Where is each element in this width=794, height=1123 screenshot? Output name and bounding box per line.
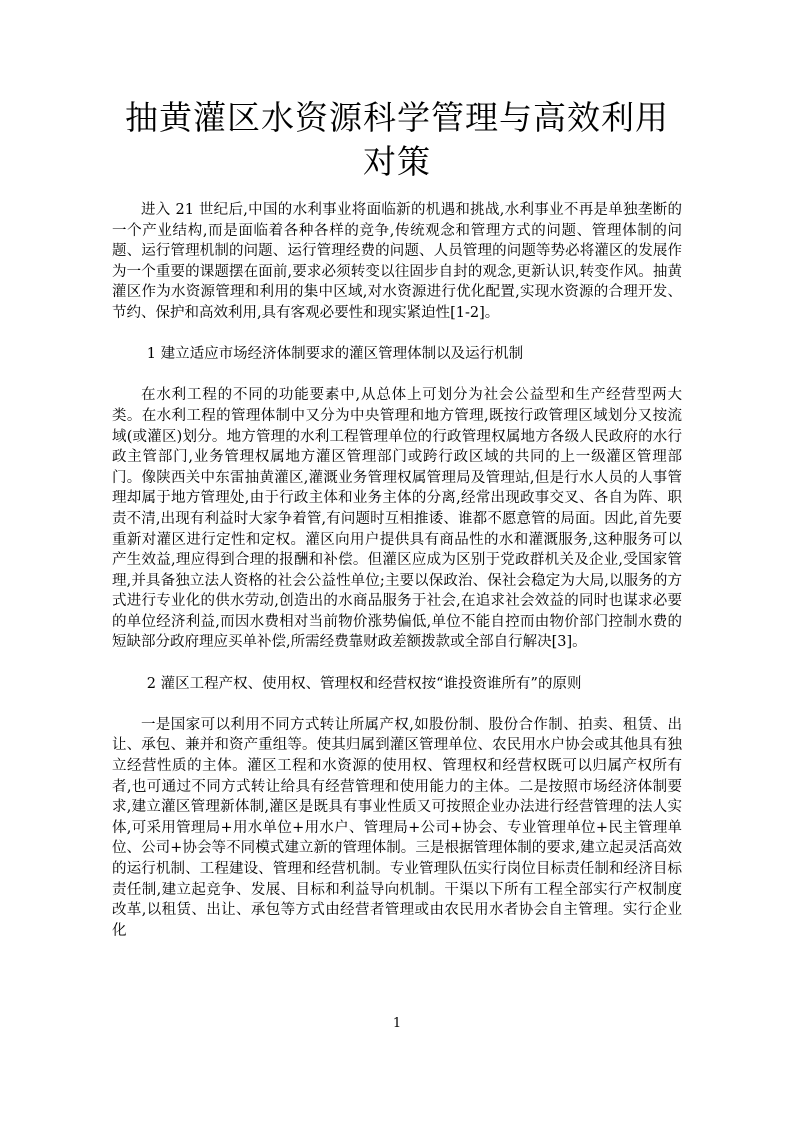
paragraph-spacer — [112, 324, 682, 345]
section-2-text: 一是国家可以利用不同方式转让所属产权,如股份制、股份合作制、拍卖、租赁、出让、承包、兼并和资产重组等。使其归属到灌区管理单位、农民用水户协会或其他具有独立经营性质的主体。灌区工程和水资源的使用权、管理权和经营权既可以归属产权所有者,也可通过不同方式转让给具有经营管理和使用能力的主体。二是按照市场经济体制要求,建立灌区管理新体制,灌区是既具有事业性质又可按照企业办法进行经营管理的法人实体,可采用管理局+用水单位+用水户、管理局+公司+协会、专业管理单位+民主管理单位、公司+协会等不同模式建立新的管理体制。三是根据管理体制的要求,建立起灵活高效的运行机制、工程建设、管理和经营机制。专业管理队伍实行岗位目标责任制和经济目标责任制,建立起竞争、发展、目标和利益导向机制。干渠以下所有工程全部实行产权制度改革,以租赁、出让、承包等方式由经营者管理或由农民用水者协会自主管理。实行企业化 — [112, 716, 682, 939]
document-body — [112, 200, 682, 941]
section-1-text: 在水利工程的不同的功能要素中,从总体上可划分为社会公益型和生产经营型两大类。在水利工程的管理体制中又分为中央管理和地方管理,既按行政管理区域划分又按流域(或灌区)划分。地方管理的水利工程管理单位的行政管理权属地方各级人民政府的水行政主管部门,业务管理权属地方灌区管理部门或跨行政区域的共同的上一级灌区管理部门。像陕西关中东雷抽黄灌区,灌溉业务管理权属管理局及管理站,但是行水人员的人事管理却属于地方管理处,由于行政主体和业务主体的分离,经常出现政事交叉、各自为阵、职责不清,出现有利益时大家争着管,有问题时互相推诿、谁都不愿意管的局面。因此,首先要重新对灌区进行定性和定权。灌区向用户提供具有商品性的水和灌溉服务,这种服务可以产生效益,理应得到合理的报酬和补偿。但灌区应成为区别于党政群机关及企业,受国家管理,并具备独立法人资格的社会公益性单位;主要以保政治、保社会稳定为大局,以服务的方式进行专业化的供水劳动,创造出的水商品服务于社会,在追求社会效益的同时也谋求必要的单位经济利益,而因水费相对当前物价涨势偏低,单位不能自控而由物价部门控制水费的短缺部分政府理应买单补偿,所需经费靠财政差额拨款或全部自行解决[3]。 — [112, 387, 682, 651]
intro-paragraph: 进入 21 世纪后,中国的水利事业将面临新的机遇和挑战,水利事业不再是单独垄断的一个产业结构,而是面临着各种各样的竞争,传统观念和管理方式的问题、管理体制的问题、运行管理机制的问题、运行管理经费的问题、人员管理的问题等势必将灌区的发展作为一个重要的课题摆在面前,要求必须转变以往固步自封的观念,更新认识,转变作风。抽黄灌区作为水资源管理和利用的集中区域,对水资源进行优化配置,实现水资源的合理开发、节约、保护和高效利用,具有客观必要性和现实紧迫性[1-2]。 — [112, 202, 682, 321]
section-2-heading: 2 灌区工程产权、使用权、管理权和经营权按“谁投资谁所有”的原则 — [146, 675, 582, 692]
paragraph-spacer — [112, 653, 682, 674]
section-1-heading: 1 建立适应市场经济体制要求的灌区管理体制以及运行机制 — [146, 346, 524, 363]
paragraph-spacer — [112, 694, 682, 715]
paragraph-spacer — [112, 365, 682, 386]
page-number: 1 — [392, 1016, 402, 1031]
document-title: 抽黄灌区水资源科学管理与高效利用对策 — [125, 98, 669, 181]
